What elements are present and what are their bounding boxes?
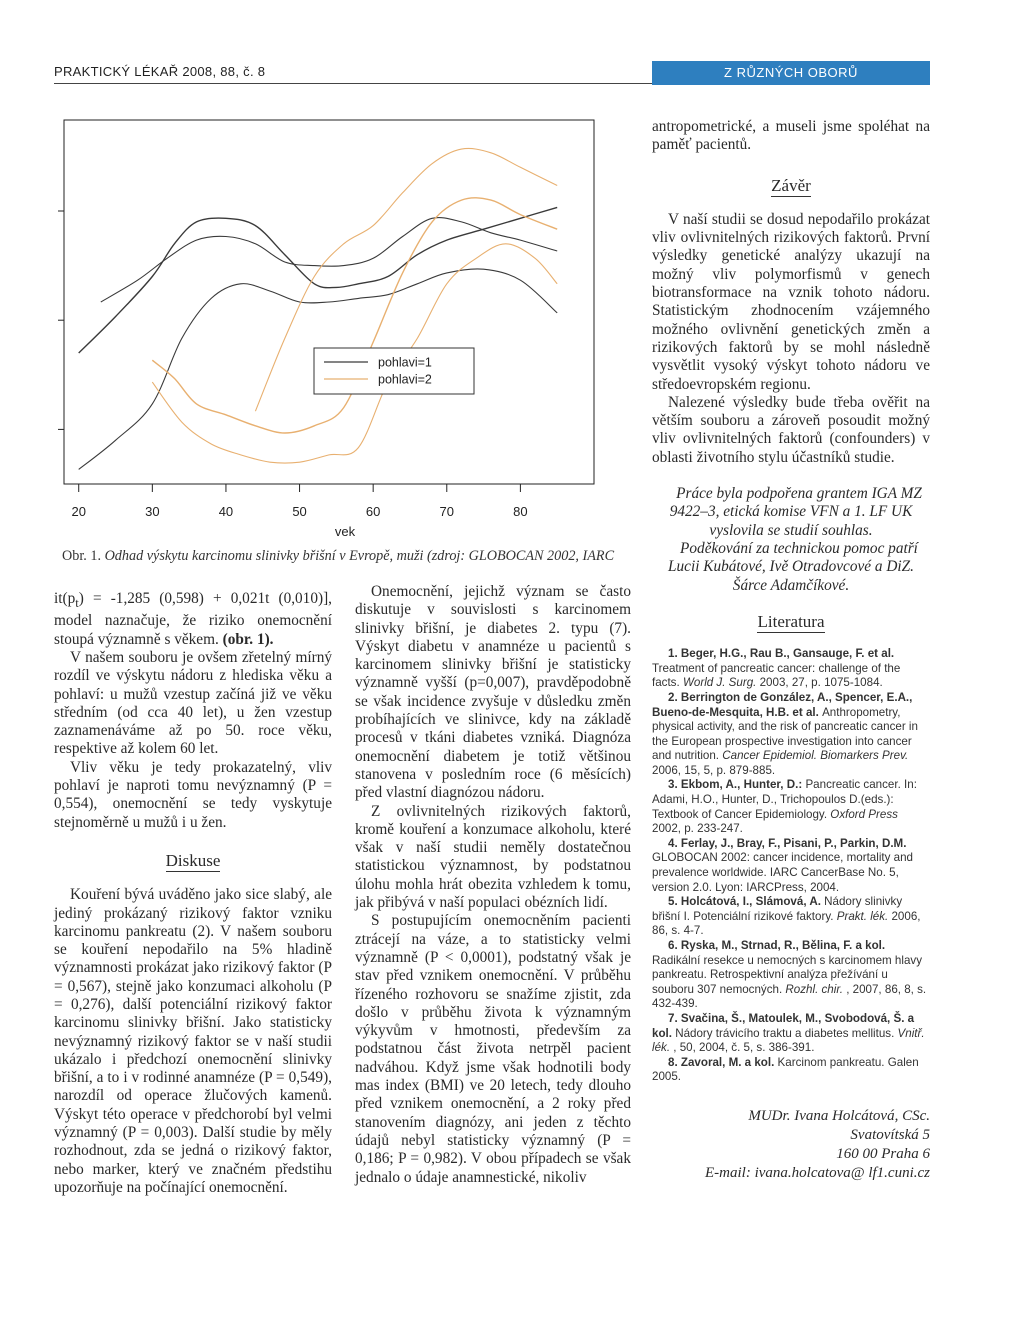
reference-item bbox=[652, 1056, 930, 1085]
figure-chart bbox=[54, 112, 630, 552]
x-tick-label: 60 bbox=[365, 504, 381, 519]
reference-authors: 7. Svačina, Š., Matoulek, M., Svobodová, Š. a kol. bbox=[652, 1011, 915, 1040]
reference-source: Rozhl. chir. bbox=[785, 982, 847, 996]
x-tick-label: 80 bbox=[513, 504, 528, 519]
reference-item bbox=[652, 647, 930, 691]
paragraph: antropometrické, a museli jsme spoléhat na paměť pacientů. bbox=[652, 118, 930, 154]
paragraph: Vliv věku je tedy prokazatelný, vliv pohlaví je naproti tomu nevýznamný (P = 0,554), onemocnění se tedy vyskytuje stejnoměrně u mužů i u žen. bbox=[54, 758, 332, 831]
reference-pages: , 50, 2004, č. 5, s. 386-391. bbox=[673, 1041, 815, 1055]
figure-caption bbox=[62, 548, 642, 565]
reference-source: Vnitř. lék. bbox=[652, 1026, 925, 1055]
x-tick-label: 20 bbox=[71, 504, 86, 519]
text-column-right bbox=[652, 118, 930, 1183]
section-banner: Z RŮZNÝCH OBORŮ bbox=[652, 61, 930, 85]
acknowledgement: Poděkování za technickou pomoc patří Lucii Kubátové, Ivě Otradovcové a DiZ. Šárce Adamčíkové. bbox=[668, 539, 918, 594]
signature-line: 160 00 Praha 6 bbox=[836, 1145, 930, 1162]
heading-zaver bbox=[652, 177, 930, 195]
reference-title: Radikální resekce u nemocných s karcinomem hlavy pankreatu. Retrospektivní analýza přežívání u souboru 307 nemocných. bbox=[652, 953, 922, 996]
series-line-pohlavi-1-ci-upper bbox=[101, 218, 557, 302]
reference-title: Nádory slinivky břišní I. Potenciální rizikové faktory. bbox=[652, 895, 903, 923]
grant-note: Práce byla podpořena grantem IGA MZ 9422–3, etická komise VFN a 1. LF UK vyslovila se studií souhlas. bbox=[669, 485, 922, 539]
reference-title: Anthropometry, physical activity, and the risk of pancreatic cancer in the European prospective investigation into cancer and nutrition. bbox=[652, 705, 918, 763]
reference-item bbox=[652, 1012, 930, 1056]
caption-text: Odhad výskytu karcinomu slinivky břišní v Evropě, muži (zdroj: GLOBOCAN 2002, IARC bbox=[104, 548, 615, 564]
paragraph: V naší studii se dosud nepodařilo prokázat vliv ovlivnitelných rizikových faktorů. První výsledky genetické analýzy ukazují na možný vliv polymorfismů v genech biotransformace na vznik tohoto nádoru. Statistickým zhodnocením vzájemného možného ovlivnění genetických změn a rizikových faktorů by se mohl následně vysvětlit vysoký výskyt tohoto nádoru ve středoevropském regionu. bbox=[652, 210, 930, 393]
author-signature bbox=[652, 1107, 930, 1183]
paragraph: V našem souboru je ovšem zřetelný mírný rozdíl ve výskytu nádoru z hlediska věku a pohlaví: u mužů vzestup začíná již ve věku středním (od cca 40 let), u žen vzestup zaznamenáváme až po 50. roce věku, respektive až kolem 60 let. bbox=[54, 648, 332, 758]
caption-label: Obr. 1. bbox=[62, 548, 102, 564]
legend-label: pohlavi=1 bbox=[378, 355, 432, 370]
reference-item bbox=[652, 778, 930, 836]
x-axis-label: vek bbox=[334, 524, 356, 539]
reference-list bbox=[652, 647, 930, 1085]
heading-literatura bbox=[652, 613, 930, 631]
heading-diskuse bbox=[54, 852, 332, 870]
heading-text: Závěr bbox=[771, 175, 811, 195]
paragraph: Kouření bývá uváděno jako sice slabý, ale jediný prokázaný rizikový faktor vzniku karcinomu pankreatu (2). V našem souboru se kouření nepodařilo na 5% hladině významnosti prokázat jako rizikový faktor (P = 0,567), stejně jako konzumaci alkoholu (P = 0,276), další potenciální rizikový faktor karcinomu slinivky břišní. Jako statisticky nevýznamný rizikový faktor se v naší studii ukázalo i předchozí onemocnění slinivky břišní, a to i v rodinné anamnéze (P = 0,549), narozdíl od operace žlučových kamenů. Výskyt této operace v předchorobí byl velmi významný (P = 0,003). Další studie by měly rozhodnout, zda se jedná o rizikový faktor, nebo marker, který ve značném předstihu upozorňuje na počínající onemocnění. bbox=[54, 886, 332, 1196]
x-tick-label: 30 bbox=[145, 504, 160, 519]
reference-title: Nádory trávicího traktu a diabetes mellitus. bbox=[675, 1026, 898, 1040]
signature-line: MUDr. Ivana Holcátová, CSc. bbox=[748, 1107, 930, 1124]
reference-item bbox=[652, 691, 930, 779]
reference-item bbox=[652, 939, 930, 1012]
reference-pages: 2002, p. 233-247. bbox=[652, 822, 743, 836]
paragraph: Nalezené výsledky bude třeba ověřit na větším souboru a zároveň posoudit možný vliv ovlivnitelných faktorů (confounders) v oblasti životního stylu účastníků studie. bbox=[652, 393, 930, 466]
figure-ref: (obr. 1). bbox=[222, 630, 274, 648]
signature-line: E-mail: ivana.holcatova@ lf1.cuni.cz bbox=[705, 1164, 930, 1181]
reference-authors: 3. Ekbom, A., Hunter, D.: bbox=[668, 778, 806, 792]
paragraph: Z ovlivnitelných rizikových faktorů, kromě kouření a konzumace alkoholu, které však v naší studii neměly dostatečnou statistickou významnost, by podstatnou úlohu mohla hrát obezita vzhledem k tomu, jak přibývá v naší populaci obézních lidí. bbox=[355, 802, 631, 912]
reference-authors: 2. Berrington de González, A., Spencer, E.A., Bueno-de-Mesquita, H.B. et al. bbox=[652, 690, 913, 719]
reference-authors: 8. Zavoral, M. a kol. bbox=[668, 1055, 778, 1069]
formula-start: it(p bbox=[54, 590, 76, 607]
formula-subscript: t bbox=[75, 596, 79, 611]
reference-source: Cancer Epidemiol. Biomarkers Prev. bbox=[722, 749, 909, 763]
reference-source: Prakt. lék. bbox=[836, 909, 892, 923]
series-line-pohlavi-1-estimate bbox=[79, 207, 558, 353]
paragraph: Onemocnění, jejichž význam se často diskutuje v souvislosti s karcinomem slinivky břišní, je diabetes 2. typu (7). Výskyt diabetu v anamnéze u pacientů s karcinomem slinivky břišní je statisticky významně vyšší (p=0,007), pravděpodobně se však incidence zvyšuje v důsledku změn probíhajících ve slinivce, kdy na základě procesů v tkáni diabetes vzniká. Diagnóza onemocnění diabetem je totiž většinou stanovena v posledním roce (6 měsících) před vlastní diagnózou nádoru. bbox=[355, 583, 631, 802]
reference-title: GLOBOCAN 2002: cancer incidence, mortality and prevalence worldwide. IARC CancerBase No. 5, version 2.0. Lyon: IARCPress, 2004. bbox=[652, 851, 913, 894]
reference-authors: 6. Ryska, M., Strnad, R., Bělina, F. a kol. bbox=[668, 939, 886, 952]
text-column-middle bbox=[355, 583, 631, 1187]
text-column-left bbox=[54, 590, 332, 1197]
chart-svg bbox=[54, 112, 630, 552]
journal-header: PRAKTICKÝ LÉKAŘ 2008, 88, č. 8 bbox=[54, 64, 266, 79]
heading-text: Literatura bbox=[757, 611, 825, 631]
legend-label: pohlavi=2 bbox=[378, 372, 432, 387]
paragraph: S postupujícím onemocněním pacienti ztrácejí na váze, a to statisticky velmi významně (P < 0,0001), podstatný však je stav před vznikem onemocnění. V průběhu řízeného rozhovoru se snažíme zjistit, zda došlo v průběhu života k významným výkyvům v hmotnosti, především za podstatnou část života netrpěl pacient nadváhou. Když jsme však hodnotili body mas index (BMI) ve 20 letech, tedy dlouho před vznikem onemocnění, a 2 roky před stanovením diagnózy, ani jeden z těchto údajů nebyl statisticky významný (P = 0,186; P = 0,982). V obou případech se však jednalo o údaje anamnestické, nikoliv bbox=[355, 912, 631, 1186]
reference-item bbox=[652, 895, 930, 939]
paragraph bbox=[54, 590, 332, 649]
reference-pages: 2003, 27, p. 1075-1084. bbox=[759, 676, 883, 690]
reference-title: Karcinom pankreatu. Galen 2005. bbox=[652, 1055, 919, 1084]
reference-authors: 1. Beger, H.G., Rau B., Gansauge, F. et al. bbox=[668, 647, 895, 661]
x-tick-label: 40 bbox=[218, 504, 234, 519]
reference-source: World J. Surg. bbox=[682, 676, 760, 690]
header-rule bbox=[54, 83, 652, 84]
reference-pages: 2006, 15, 5, p. 879-885. bbox=[652, 763, 776, 777]
series-line-pohlavi-2-estimate bbox=[152, 198, 557, 433]
reference-title: Pancreatic cancer. In: Adami, H.O., Hunter, D., Trichopoulos D.(eds.): Textbook of Cancer Epidemiology. bbox=[652, 778, 917, 821]
x-tick-label: 70 bbox=[439, 504, 455, 519]
formula-rest: ) = -1,285 (0,598) + 0,021t (0,010)], model naznačuje, že riziko onemocnění stoupá významně s věkem. bbox=[54, 590, 332, 648]
heading-text: Diskuse bbox=[165, 850, 221, 870]
reference-authors: 5. Holcátová, I., Slámová, A. bbox=[668, 895, 825, 909]
signature-line: Svatovítská 5 bbox=[850, 1126, 930, 1143]
x-tick-label: 50 bbox=[292, 504, 307, 519]
reference-pages: , 2007, 86, 8, s. 432-439. bbox=[652, 982, 927, 1011]
reference-source: Oxford Press bbox=[830, 807, 898, 821]
reference-pages: 2006, 86, s. 4-7. bbox=[652, 909, 921, 938]
reference-item bbox=[652, 837, 930, 895]
reference-authors: 4. Ferlay, J., Bray, F., Pisani, P., Parkin, D.M. bbox=[668, 836, 907, 850]
reference-title: Treatment of pancreatic cancer: challenge of the facts. bbox=[652, 661, 901, 690]
